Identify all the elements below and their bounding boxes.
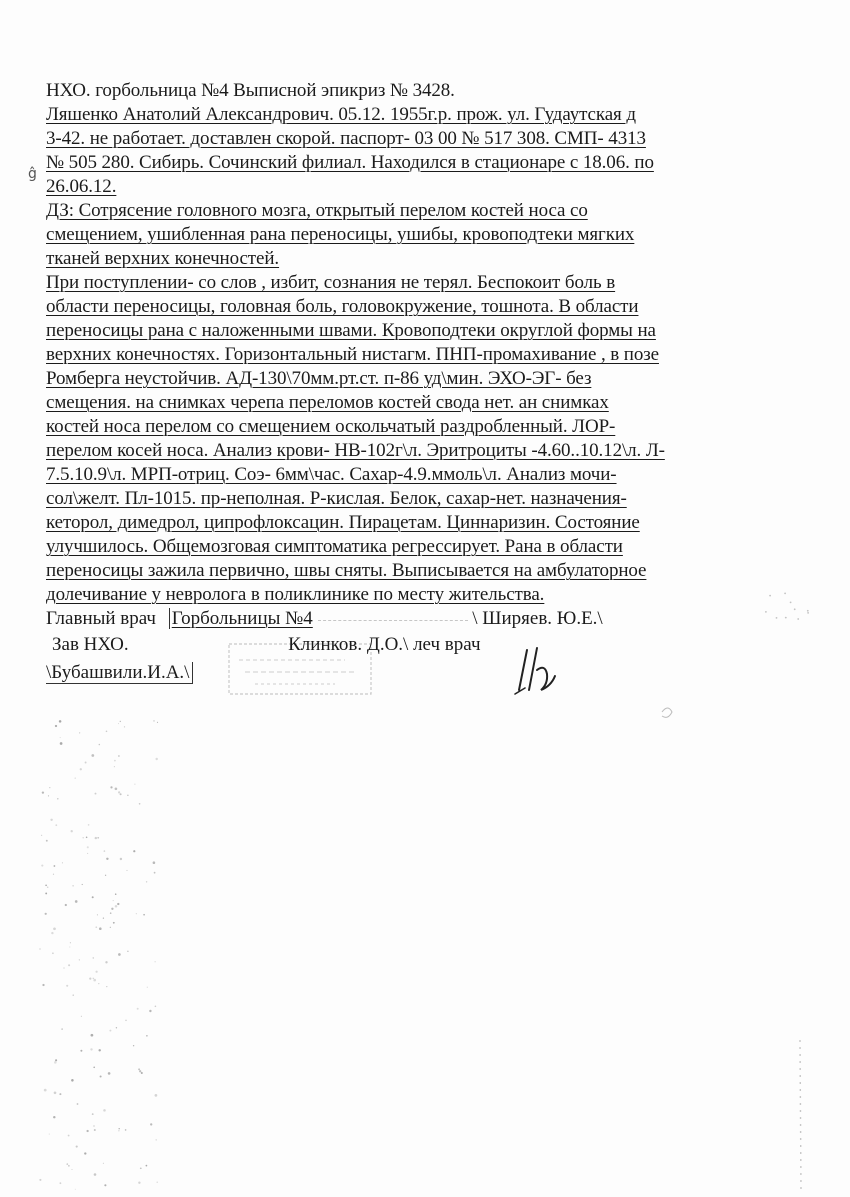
doc-line-9: При поступлении- со слов , избит, сознания не терял. Беспокоит боль в <box>46 272 616 293</box>
doc-line-15: костей носа перелом со смещением оскольчатый раздробленный. ЛОР- <box>46 416 616 437</box>
head-of-department-name: Клинков. Д.О.\ леч врач <box>288 634 481 655</box>
doc-line-5: 26.06.12. <box>46 176 117 197</box>
doc-line-12: верхних конечностях. Горизонтальный нистагм. ПНП-промахивание , в позе <box>46 344 659 365</box>
doc-line-18: сол\желт. Пл-1015. пр-неполная. Р-кислая. Белок, сахар-нет. назначения- <box>46 488 627 509</box>
doc-line-11: переносицы рана с наложенными швами. Кровоподтеки округлой формы на <box>46 320 656 341</box>
chief-doctor-row <box>46 608 603 630</box>
doc-line-1: НХО. горбольница №4 Выписной эпикриз № 3428. <box>46 80 455 101</box>
doc-line-16: перелом косей носа. Анализ крови- НВ-102г\л. Эритроциты -4.60..10.12\л. Л- <box>46 440 665 461</box>
margin-mark: ĝ <box>28 166 37 182</box>
doc-line-20: улучшилось. Общемозговая симптоматика регрессирует. Рана в области <box>46 536 623 557</box>
doc-line-14: смещения. на снимках черепа переломов костей свода нет. ан снимках <box>46 392 609 413</box>
doc-line-10: области переносицы, головная боль, головокружение, тошнота. В области <box>46 296 639 317</box>
handwritten-signature <box>505 640 575 700</box>
head-of-department-row <box>52 634 481 656</box>
signature-line <box>318 619 468 621</box>
treating-doctor-row <box>46 662 193 684</box>
doc-line-7: смещением, ушибленная рана переносицы, ушибы, кровоподтеки мягких <box>46 224 635 245</box>
doc-line-19: кеторол, димедрол, ципрофлоксацин. Пирацетам. Циннаризин. Состояние <box>46 512 640 533</box>
doc-line-22: долечивание у невролога в поликлинике по месту жительства. <box>46 584 545 605</box>
doc-line-6: ДЗ: Сотрясение головного мозга, открытый перелом костей носа со <box>46 200 588 221</box>
doc-line-21: переносицы зажила первично, швы сняты. Выписывается на амбулаторное <box>46 560 647 581</box>
doc-line-3: 3-42. не работает. доставлен скорой. паспорт- 03 00 № 517 308. СМП- 4313 <box>46 128 646 149</box>
doc-line-2: Ляшенко Анатолий Александрович. 05.12. 1955г.р. прож. ул. Гудаутская д <box>46 104 636 125</box>
doc-line-8: тканей верхних конечностей. <box>46 248 280 269</box>
doc-line-13: Ромберга неустойчив. АД-130\70мм.рт.ст. п-86 уд\мин. ЭХО-ЭГ- без <box>46 368 592 389</box>
chief-doctor-name: \ Ширяев. Ю.Е.\ <box>472 608 603 629</box>
doc-line-17: 7.5.10.9\л. МРП-отриц. Соэ- 6мм\час. Сахар-4.9.ммоль\л. Анализ мочи- <box>46 464 617 485</box>
chief-doctor-hospital: Горбольницы №4 <box>169 608 313 629</box>
chief-doctor-label: Главный врач <box>46 608 156 629</box>
treating-doctor-name: \Бубашвили.И.А.\ <box>46 662 193 684</box>
head-of-department-label: Зав НХО. <box>52 634 129 655</box>
doc-line-4: № 505 280. Сибирь. Сочинский филиал. Находился в стационаре с 18.06. по <box>46 152 654 173</box>
